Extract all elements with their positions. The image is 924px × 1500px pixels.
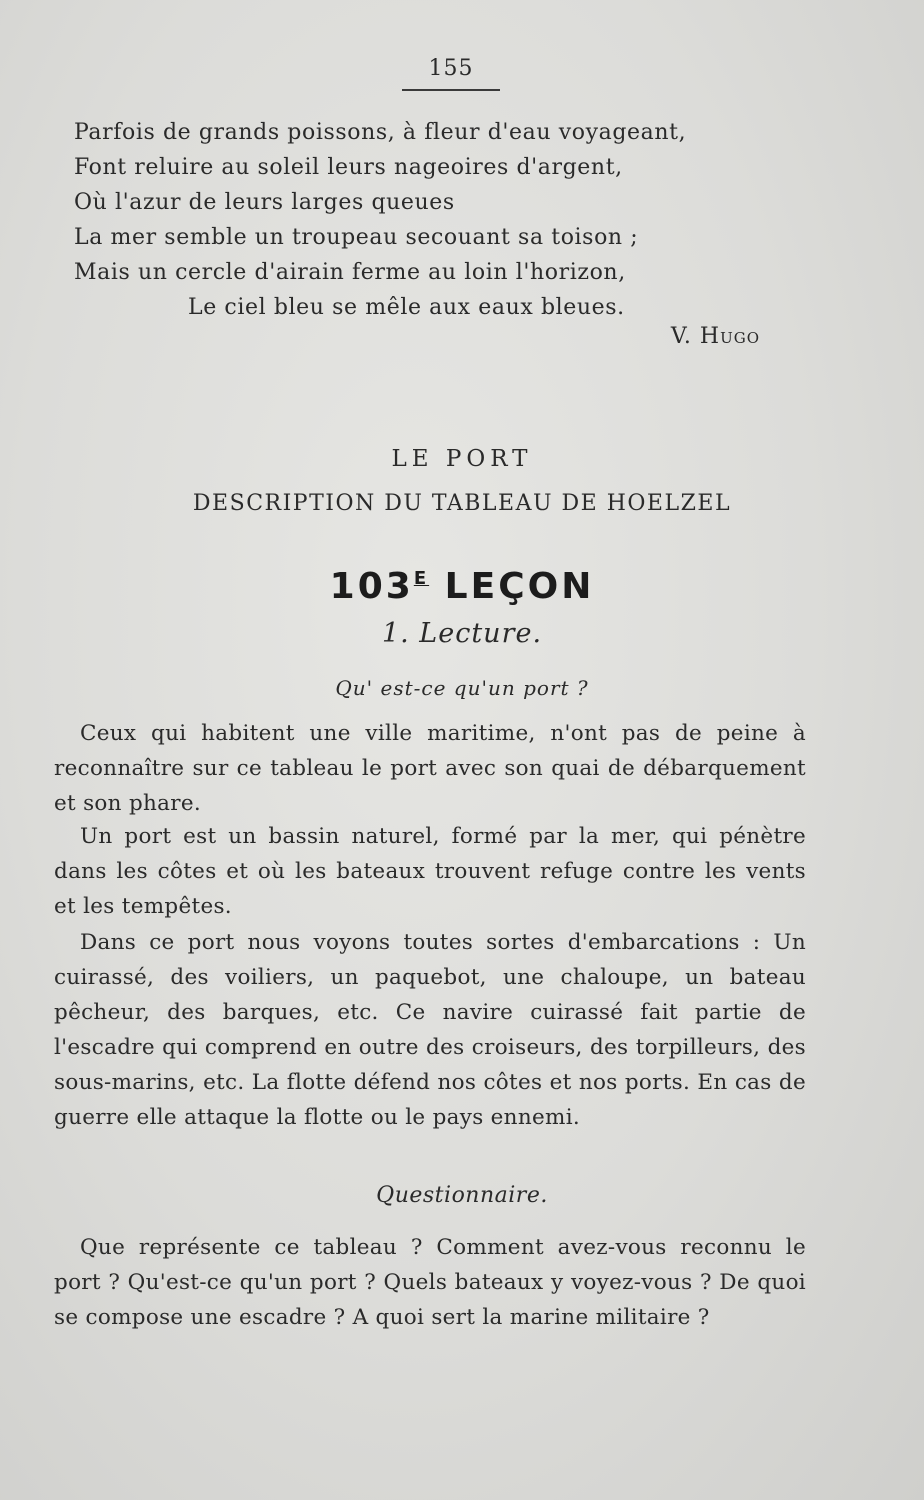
poem-line: Mais un cercle d'airain ferme au loin l'horizon,	[74, 260, 626, 285]
paragraph-text: Dans ce port nous voyons toutes sortes d'embarcations : Un cuirassé, des voiliers, un paquebot, une chaloupe, un bateau pêcheur, des barques, etc. Ce navire cuirassé fait partie de l'escadre qui comprend en outre des croiseurs, des torpilleurs, des sous-marins, etc. La flotte défend nos côtes et nos ports. En cas de guerre elle attaque la flotte ou le pays ennemi.	[54, 930, 806, 1130]
page-number: 155	[402, 56, 500, 91]
reading-paragraph	[54, 716, 806, 821]
poem-line: Font reluire au soleil leurs nageoires d'argent,	[74, 155, 623, 180]
question-heading: Qu' est-ce qu'un port ?	[335, 676, 589, 700]
poem-line: Où l'azur de leurs larges queues	[74, 190, 455, 215]
questionnaire-heading: Questionnaire.	[376, 1183, 548, 1208]
poem-stanza	[74, 115, 774, 325]
lesson-heading	[0, 566, 924, 607]
section-title: LE PORT	[391, 446, 533, 472]
lesson-number: 103	[329, 566, 414, 607]
lesson-word: LEÇON	[444, 566, 595, 607]
section-subtitle: DESCRIPTION DU TABLEAU DE HOELZEL	[192, 491, 732, 516]
paragraph-text: Ceux qui habitent une ville maritime, n'ont pas de peine à reconnaître sur ce tableau le port avec son quai de débarquement et son phare.	[54, 721, 806, 816]
questionnaire-paragraph	[54, 1230, 806, 1335]
poem-line: Parfois de grands poissons, à fleur d'eau voyageant,	[74, 120, 687, 145]
poem-author	[600, 324, 760, 349]
paragraph-text: Un port est un bassin naturel, formé par la mer, qui pénètre dans les côtes et où les bateaux trouvent refuge contre les vents et les tempêtes.	[54, 824, 806, 919]
lesson-ordinal-suffix: E	[413, 568, 430, 589]
reading-paragraph	[54, 925, 806, 1135]
reading-paragraph	[54, 819, 806, 924]
poem-line: Le ciel bleu se mêle aux eaux bleues.	[188, 295, 625, 320]
author-name: Hugo	[699, 324, 760, 349]
poem-line: La mer semble un troupeau secouant sa toison ;	[74, 225, 639, 250]
paragraph-text: Que représente ce tableau ? Comment avez-vous reconnu le port ? Qu'est-ce qu'un port ? Quels bateaux y voyez-vous ? De quoi se compose une escadre ? A quoi sert la marine militaire ?	[54, 1235, 806, 1330]
reading-heading: 1. Lecture.	[381, 618, 543, 649]
author-initial: V.	[670, 324, 692, 349]
